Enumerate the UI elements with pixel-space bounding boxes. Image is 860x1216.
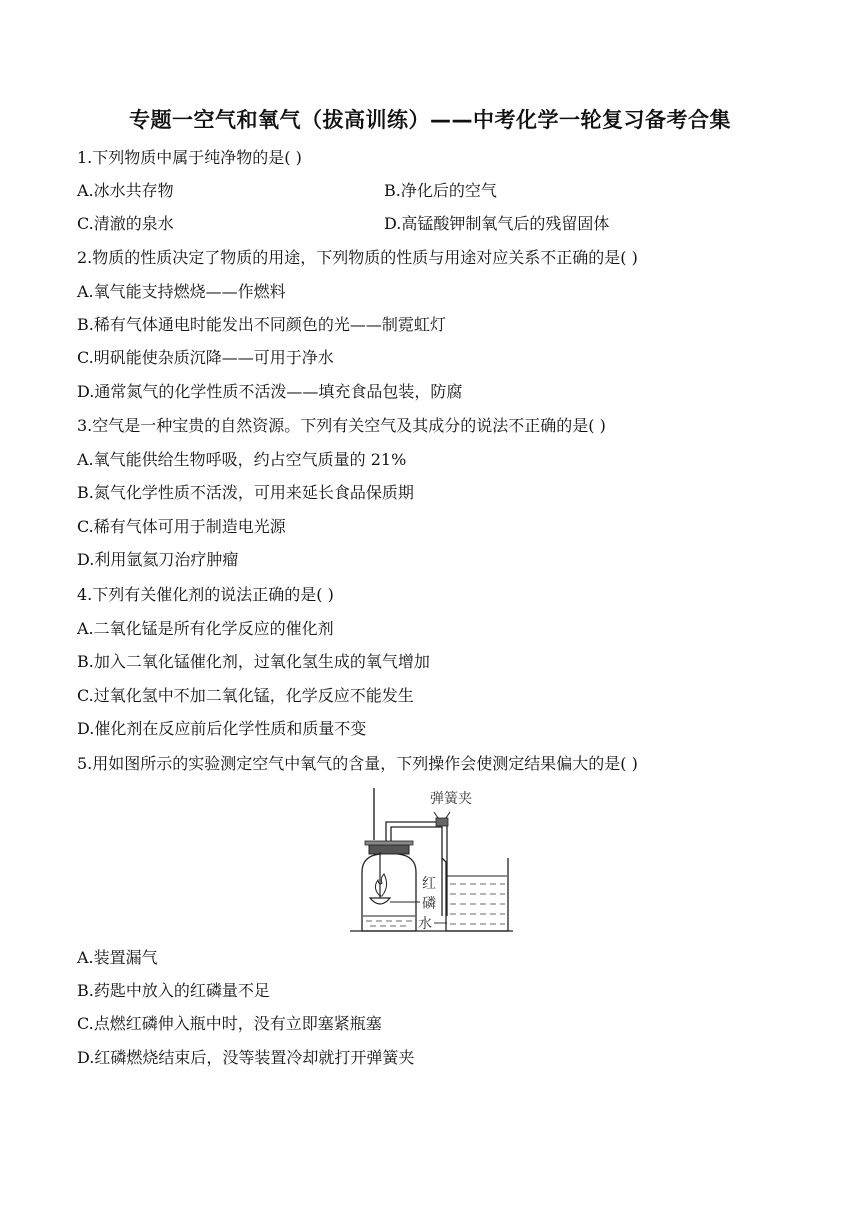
question-4-option-a: A.二氧化锰是所有化学反应的催化剂: [77, 619, 334, 638]
question-3-option-c: C.稀有气体可用于制造电光源: [77, 517, 286, 536]
clamp-handle: [434, 812, 450, 818]
question-2-option-d: D.通常氮气的化学性质不活泼——填充食品包装，防腐: [77, 382, 463, 401]
phosphorus-label-1: 红: [422, 876, 436, 892]
oxygen-content-apparatus-figure: [350, 788, 515, 936]
question-5-stem: 5.用如图所示的实验测定空气中氧气的含量，下列操作会使测定结果偏大的是( ): [77, 754, 638, 773]
spring-clamp-icon: [436, 818, 448, 826]
question-1-option-d: D.高锰酸钾制氧气后的残留固体: [384, 214, 610, 233]
question-1-stem: 1.下列物质中属于纯净物的是( ): [77, 148, 302, 167]
question-1-option-b: B.净化后的空气: [384, 181, 497, 200]
question-4-option-c: C.过氧化氢中不加二氧化锰，化学反应不能发生: [77, 686, 414, 705]
phosphorus-label-2: 磷: [422, 896, 436, 912]
question-2-option-c: C.明矾能使杂质沉降——可用于净水: [77, 348, 334, 367]
page-title: 专题一空气和氧气（拔高训练）——中考化学一轮复习备考合集: [129, 108, 731, 132]
question-4-option-b: B.加入二氧化锰催化剂，过氧化氢生成的氧气增加: [77, 652, 430, 671]
combustion-spoon: [370, 898, 390, 904]
clamp-label: 弹簧夹: [430, 791, 472, 807]
question-5-option-a: A.装置漏气: [77, 948, 158, 967]
beaker: [442, 858, 508, 931]
stopper-cap: [365, 841, 413, 845]
gas-bottle: [362, 852, 416, 931]
question-3-option-b: B.氮气化学性质不活泼，可用来延长食品保质期: [77, 483, 414, 502]
question-5-option-b: B.药匙中放入的红磷量不足: [77, 981, 270, 1000]
question-2-option-a: A.氧气能支持燃烧——作燃料: [77, 282, 286, 301]
question-2-option-b: B.稀有气体通电时能发出不同颜色的光——制霓虹灯: [77, 315, 446, 334]
question-5-option-d: D.红磷燃烧结束后，没等装置冷却就打开弹簧夹: [77, 1048, 415, 1067]
question-1-option-a: A.冰水共存物: [77, 181, 174, 200]
apparatus-diagram: [350, 788, 515, 936]
question-2-stem: 2.物质的性质决定了物质的用途，下列物质的性质与用途对应关系不正确的是( ): [77, 248, 638, 267]
flame-icon: [375, 874, 386, 896]
beaker-water-hatch: [450, 884, 505, 924]
question-1-option-c: C.清澈的泉水: [77, 214, 174, 233]
question-3-stem: 3.空气是一种宝贵的自然资源。下列有关空气及其成分的说法不正确的是( ): [77, 416, 606, 435]
water-label: 水: [418, 916, 432, 932]
question-4-stem: 4.下列有关催化剂的说法正确的是( ): [77, 585, 334, 604]
question-3-option-d: D.利用氩氦刀治疗肿瘤: [77, 550, 239, 569]
bottle-water-hatch: [366, 921, 412, 926]
question-3-option-a: A.氧气能供给生物呼吸，约占空气质量的 21%: [77, 450, 407, 469]
rubber-stopper: [369, 844, 409, 854]
question-4-option-d: D.催化剂在反应前后化学性质和质量不变: [77, 719, 367, 738]
question-5-option-c: C.点燃红磷伸入瓶中时，没有立即塞紧瓶塞: [77, 1014, 382, 1033]
